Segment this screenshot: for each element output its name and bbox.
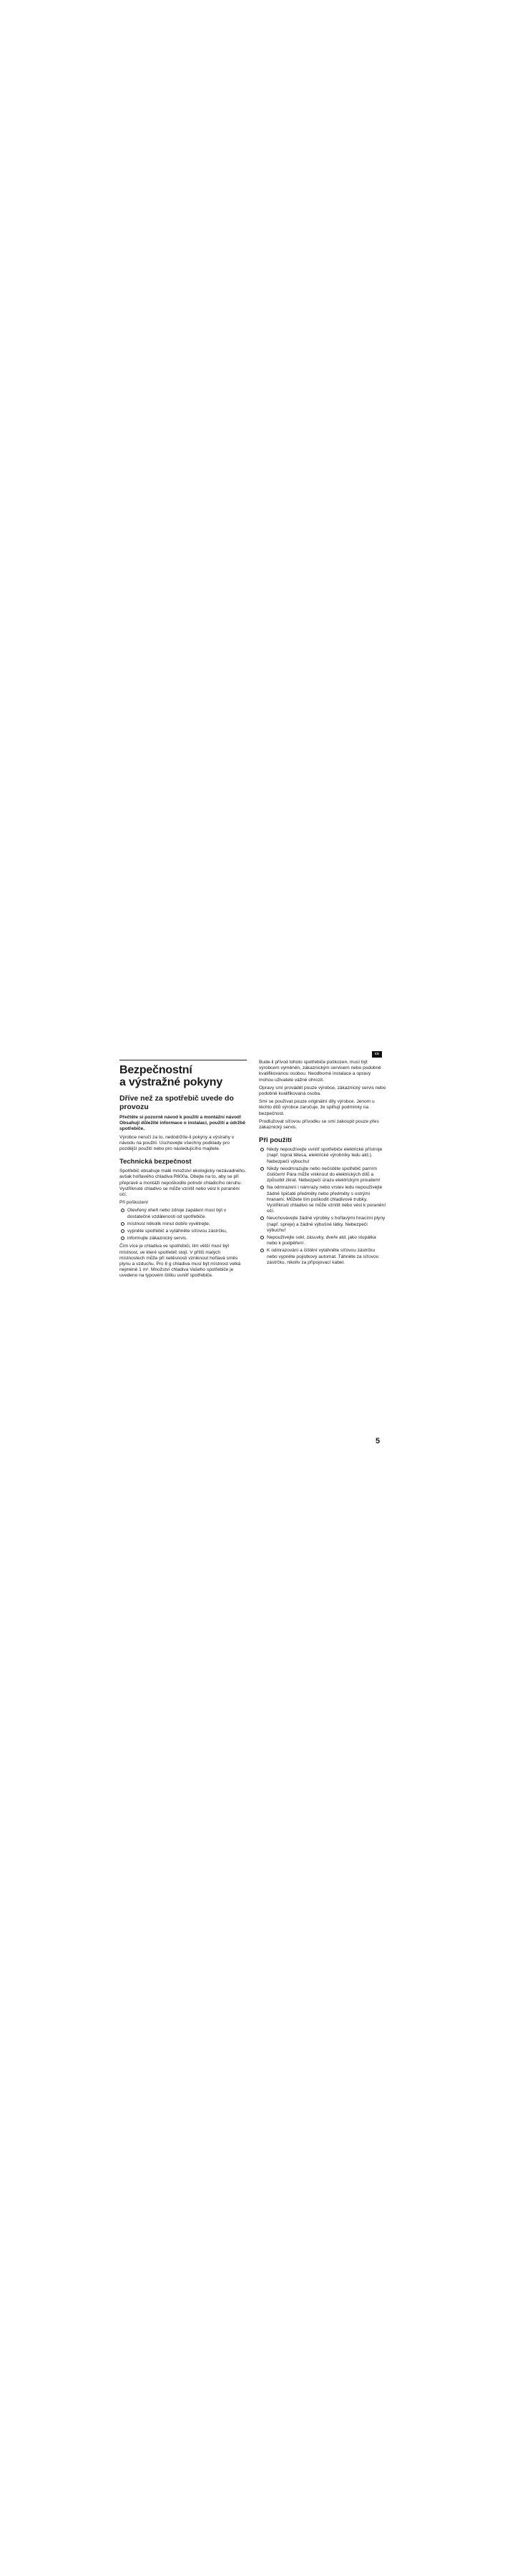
- list-item-text: místnost několik minut dobře vyvětrejte,: [127, 1221, 210, 1226]
- list-item-text: Nikdy neodmrazujte nebo nečistěte spotřebič parním čističem! Pára může vniknout do elektrických dílů a způsobit zkrat. Nebezpečí úrazu elektrickým proudem!: [267, 1166, 381, 1184]
- intro-heading: Dříve než za spotřebič uvede do provozu: [119, 1094, 234, 1111]
- right-paragraph-4: Prodlužovat síťovou přívodku se smí zakoupit pouze přes zákaznický servis.: [259, 1118, 379, 1131]
- list-item-text: Neuchovávejte žádné výrobky s hořlavými hnacími plyny (např. spreje) a žádné výbušné látky. Nebezpečí výbuchu!: [267, 1216, 386, 1233]
- bullet-icon: [260, 1186, 264, 1189]
- list-item: [119, 1208, 247, 1219]
- page-title: [119, 1064, 247, 1088]
- bullet-icon: [260, 1216, 264, 1220]
- bullet-icon: [121, 1229, 124, 1233]
- list-item-text: Nepoužívejte sokl, zásuvky, dveře atd. jako stupátka nebo k podpěření.: [267, 1235, 376, 1246]
- tech-safety-heading: Technická bezpečnost: [119, 1158, 192, 1166]
- use-heading: Při použití: [259, 1136, 292, 1145]
- list-item: [259, 1185, 386, 1214]
- list-item-text: Nikdy nepoužívejte uvnitř spotřebiče elektrické přístroje (např. topná tělesa, elektrické výrobníky ledu atd.). Nebezpečí výbuchu!: [267, 1147, 383, 1164]
- tech-paragraph-3: Čím více je chladiva ve spotřebiči, tím větší musí být místnost, ve které spotřebič stojí. V příliš malých místnostech může při netěsnosti vzniknout hořlavá směs plynu a vzduchu. Pro 8 g chladiva musí být místnost velká nejméně 1 m³. Množství chladiva Vašeho spotřebiče je uvedeno na typovém štítku uvnitř spotřebiče.: [119, 1244, 241, 1279]
- list-item-text: Otevřený oheň nebo zdroje zapálení musí být v dostatečné vzdálenosti od spotřebiče.: [127, 1208, 227, 1219]
- bullet-icon: [121, 1209, 124, 1212]
- right-paragraph-3: Smí se používat pouze originální díly výrobce. Jenom u těchto dílů výrobce zaručuje, že splňují podmínky na bezpečnost.: [259, 1099, 375, 1116]
- tech-paragraph-1: Spotřebič obsahuje malé množství ekologicky nezávadného, avšak hořlavého chladiva R600a. Dbejte na to, aby se při přepravě a montáži nepoškodilo potrubí chladicího okruhu. Vystříknuté chladivo se může vznítit nebo vést k poranění očí.: [119, 1169, 246, 1198]
- intro-paragraph-2: Výrobce neručí za to, nedodržíte-li pokyny a výstrahy v návodu na použití. Uschovejte všechny podklady pro pozdější použití nebo pro následujícího majitele.: [119, 1134, 235, 1152]
- list-item: [119, 1221, 247, 1227]
- use-list: [259, 1147, 386, 1266]
- bullet-icon: [260, 1236, 264, 1239]
- list-item: [119, 1229, 247, 1234]
- tech-paragraph-2: Při poškození: [119, 1200, 148, 1206]
- bullet-icon: [260, 1148, 264, 1151]
- list-item-text: informujte zákaznický servis.: [127, 1236, 187, 1241]
- list-item: [119, 1236, 247, 1241]
- bullet-icon: [260, 1167, 264, 1171]
- right-column: [259, 1060, 386, 1268]
- tech-list: [119, 1208, 247, 1241]
- bullet-icon: [121, 1222, 124, 1226]
- language-badge: cs: [372, 1051, 382, 1058]
- page-number: 5: [376, 1437, 381, 1445]
- page-title-text: Bezpečnostní a výstražné pokyny: [119, 1064, 223, 1088]
- bullet-icon: [260, 1249, 264, 1252]
- list-item: [259, 1147, 386, 1165]
- bullet-icon: [121, 1236, 124, 1240]
- list-item: [259, 1248, 386, 1266]
- list-item-text: Na odmrazení i námrazy nebo vrstev ledu nepoužívejte žádné špičaté předměty nebo předměty s ostrými hranami. Můžete tím poškodit chladivové trubky. Vystříknutí chladivo se může vznítit nebo vést k poranění očí.: [267, 1185, 386, 1214]
- intro-paragraph-1: Přečtěte si pozorně návod k použití a montážní návod! Obsahují důležité informace o instalaci, použití a údržbě spotřebiče.: [119, 1115, 245, 1132]
- list-item: [259, 1216, 386, 1234]
- list-item-text: K odmrazování a čištění vytáhněte síťovou zástrčku nebo vypněte pojistkový automat. Táhněte za síťovou zástrčku, nikoliv za přípojovací kabel.: [267, 1248, 379, 1265]
- left-column: [119, 1060, 247, 1282]
- right-paragraph-2: Opravy smí provádět pouze výrobce, zákaznický servis nebo podobně kvalifikovaná osoba.: [259, 1085, 386, 1097]
- list-item: [259, 1235, 386, 1246]
- right-paragraph-1: Bude-li přívod tohoto spotřebiče poškozen, musí být výrobcem vyměněn, zákaznickým servisem nebo podobně kvalifikovanou osobou. Neodborné instalace a opravy mohou uživatele vážně ohrozit.: [259, 1060, 381, 1083]
- list-item: [259, 1166, 386, 1184]
- list-item-text: vypněte spotřebič a vytáhněte síťovou zástrčku,: [127, 1229, 227, 1234]
